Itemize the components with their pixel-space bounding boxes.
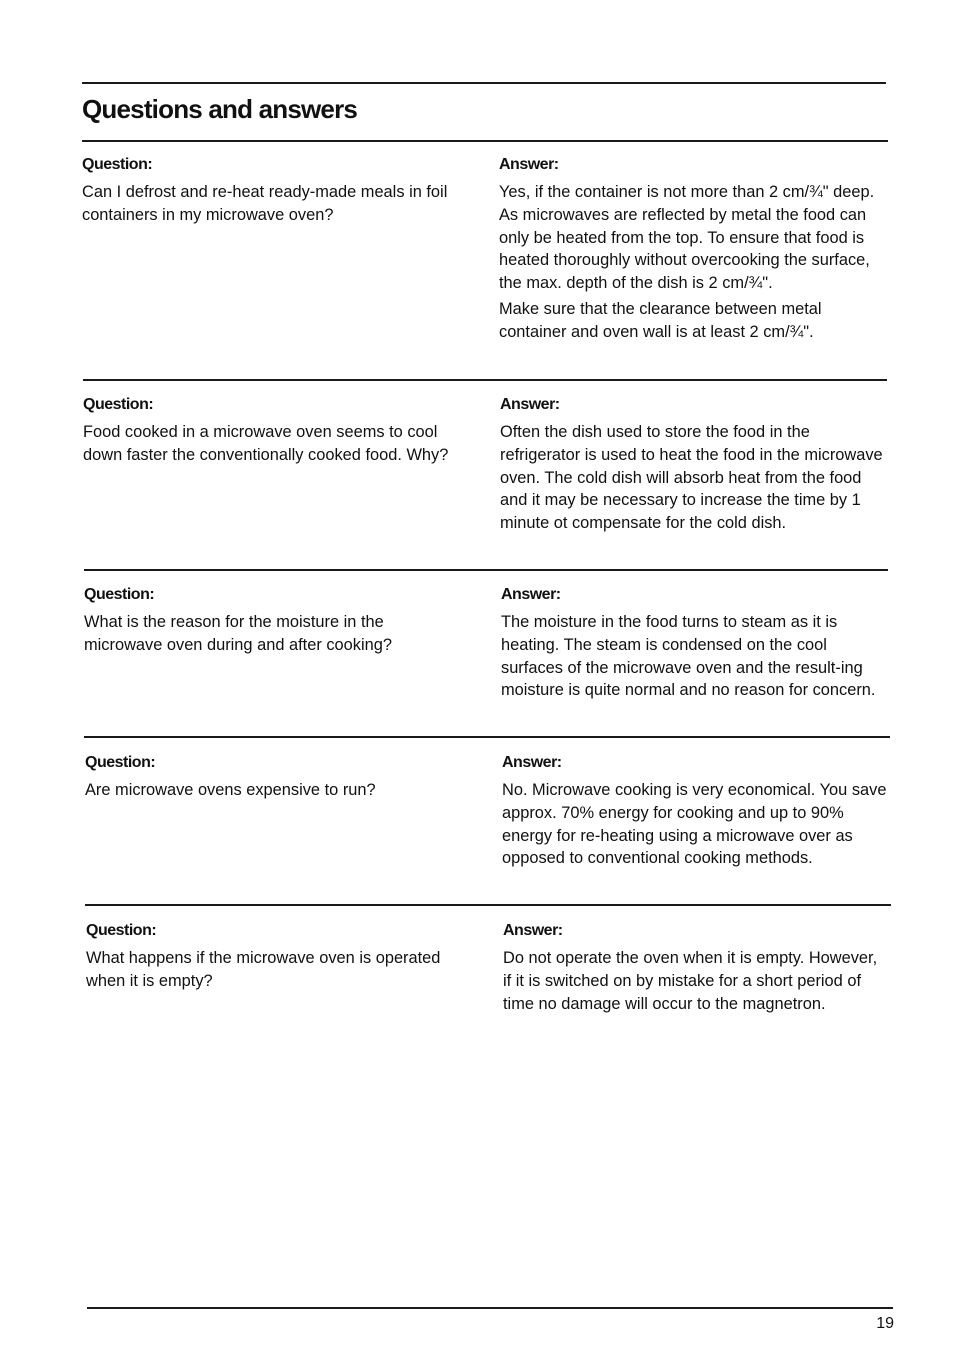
section-divider xyxy=(85,904,891,906)
page-number: 19 xyxy=(876,1315,894,1332)
question-label: Question: xyxy=(82,156,153,173)
title-rule xyxy=(82,140,888,142)
section-divider xyxy=(84,736,890,738)
answer-label: Answer: xyxy=(501,586,561,603)
answer-block-3 xyxy=(501,585,893,702)
answer-block-4 xyxy=(502,753,898,870)
section-divider xyxy=(83,379,887,381)
top-rule xyxy=(82,82,886,84)
answer-text: Yes, if the container is not more than 2 cm/¾" deep. As microwaves are reflected by metal the food can only be heated from the top. To ensure that food is heated thoroughly without overcooking the surface, the max. depth of the dish is 2 cm/¾". xyxy=(499,183,875,293)
answer-text: Make sure that the clearance between metal container and oven wall is at least 2 cm/¾". xyxy=(499,299,822,341)
question-block-5 xyxy=(86,921,456,993)
answer-block-5 xyxy=(503,921,879,1015)
answer-text: Often the dish used to store the food in the refrigerator is used to heat the food in the microwave oven. The cold dish will absorb heat from the food and it may be necessary to increase the time by 1 minute ot compensate for the cold dish. xyxy=(500,423,883,533)
question-label: Question: xyxy=(83,396,154,413)
question-text: What happens if the microwave oven is operated when it is empty? xyxy=(86,949,441,990)
answer-label: Answer: xyxy=(499,156,559,173)
page-title: Questions and answers xyxy=(82,94,358,124)
question-block-3 xyxy=(84,585,454,657)
answer-label: Answer: xyxy=(500,396,560,413)
question-label: Question: xyxy=(85,754,156,771)
question-label: Question: xyxy=(84,586,155,603)
section-divider xyxy=(84,569,888,571)
question-block-2 xyxy=(83,395,463,467)
question-text: Can I defrost and re-heat ready-made meals in foil containers in my microwave oven? xyxy=(82,183,448,224)
question-block-4 xyxy=(85,753,465,802)
question-text: Are microwave ovens expensive to run? xyxy=(85,781,376,799)
answer-text: The moisture in the food turns to steam as it is heating. The steam is condensed on the cool surfaces of the microwave oven and the result-ing moisture is quite normal and no reason for concern. xyxy=(501,613,876,700)
answer-block-2 xyxy=(500,395,892,535)
question-text: What is the reason for the moisture in the microwave oven during and after cooking? xyxy=(84,613,392,654)
answer-text: No. Microwave cooking is very economical. You save approx. 70% energy for cooking and up to 90% energy for re-heating using a microwave over as opposed to conventional cooking methods. xyxy=(502,781,887,868)
question-label: Question: xyxy=(86,922,157,939)
question-text: Food cooked in a microwave oven seems to cool down faster the conventionally cooked food. Why? xyxy=(83,423,449,464)
footer-rule xyxy=(87,1307,893,1309)
answer-label: Answer: xyxy=(503,922,563,939)
answer-text: Do not operate the oven when it is empty. However, if it is switched on by mistake for a short period of time no damage will occur to the magnetron. xyxy=(503,949,878,1013)
answer-block-1 xyxy=(499,155,891,344)
question-block-1 xyxy=(82,155,482,227)
answer-label: Answer: xyxy=(502,754,562,771)
